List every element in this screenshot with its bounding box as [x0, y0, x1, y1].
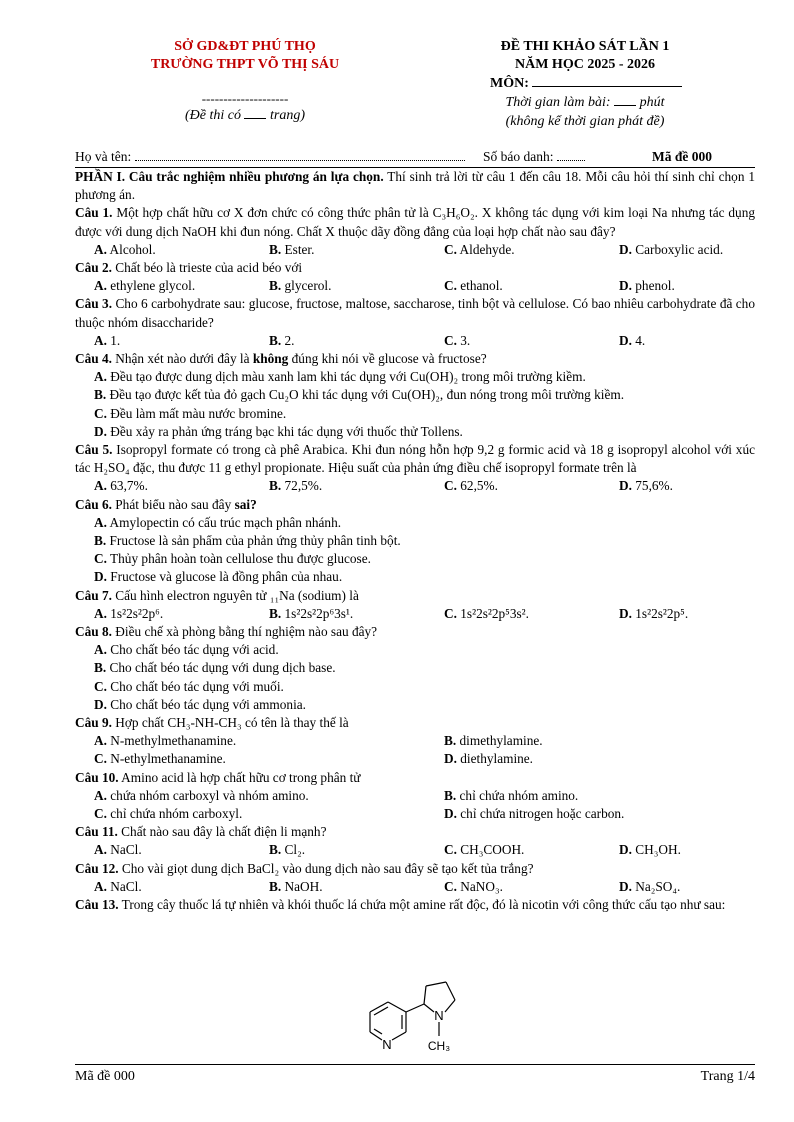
q5-option-a[interactable]: A. 63,7%. [94, 478, 148, 494]
question-1: Câu 1. Một hợp chất hữu cơ X đơn chức có công thức phân tử là C₃H₆O₂. X không tác dụng với kim loại Na nhưng tác dụng được với dung dịch NaOH khi đun nóng. Chất X thuộc dãy đồng đẳng của loại hợp chất nào sau đây? [75, 205, 755, 239]
q11-option-d[interactable]: D. CH₃OH. [619, 842, 681, 858]
q10-option-d[interactable]: D. chỉ chứa nitrogen hoặc carbon. [444, 805, 625, 821]
question-5: Câu 5. Isopropyl formate có trong cà phê Arabica. Khi đun nóng hỗn hợp 9,2 g formic acid và 18 g isopropyl alcohol với xúc tác H₂SO₄ đặc, thu được 11 g ethyl propionate. Hiệu suất của phản ứng điều chế isopropyl formate trên là [75, 442, 755, 476]
q1-option-a[interactable]: A. Alcohol. [94, 241, 156, 257]
q11-option-b[interactable]: B. Cl₂. [269, 842, 306, 858]
q2-option-d[interactable]: D. phenol. [619, 278, 675, 294]
q2-options [75, 277, 755, 295]
question-4: Câu 4. Nhận xét nào dưới đây là không đúng khi nói về glucose và fructose? [75, 350, 487, 366]
page-footer [75, 1064, 755, 1084]
bond [426, 982, 446, 986]
time-note: (không kể thời gian phát đề) [505, 114, 665, 129]
student-info-line [75, 149, 755, 168]
q11-option-a[interactable]: A. NaCl. [94, 842, 142, 858]
q3-options [75, 332, 755, 350]
q11-option-c[interactable]: C. CH₃COOH. [444, 842, 525, 858]
question-12: Câu 12. Cho vài giọt dung dịch BaCl₂ vào dung dịch nào sau đây sẽ tạo kết tủa trắng? [75, 860, 534, 876]
q9-option-c[interactable]: C. N-ethylmethanamine. [94, 751, 226, 767]
bond [406, 1004, 424, 1012]
bond [446, 982, 455, 1000]
q6-option-a[interactable]: A. Amylopectin có cấu trúc mạch phân nhánh. [94, 514, 342, 530]
q1-option-b[interactable]: B. Ester. [269, 241, 315, 257]
q5-option-c[interactable]: C. 62,5%. [444, 478, 498, 494]
header-divider: -------------------- [201, 91, 289, 106]
exam-content [75, 168, 755, 914]
school-name: TRƯỜNG THPT VÕ THỊ SÁU [150, 57, 340, 72]
q4-option-d[interactable]: D. Đều xảy ra phản ứng tráng bạc khi tác dụng với thuốc thử Tollens. [94, 423, 463, 439]
pyridine-n-label: N [382, 1037, 392, 1052]
q2-option-a[interactable]: A. ethylene glycol. [94, 278, 196, 294]
time-line: Thời gian làm bài: phút [505, 95, 665, 110]
q2-option-b[interactable]: B. glycerol. [269, 278, 332, 294]
pages-note: (Đề thi có trang) [185, 108, 305, 123]
q7-option-c[interactable]: C. 1s²2s²2p⁵3s². [444, 605, 529, 621]
bond [370, 1002, 388, 1012]
q4-option-c[interactable]: C. Đều làm mất màu nước bromine. [94, 405, 287, 421]
question-3: Câu 3. Cho 6 carbohydrate sau: glucose, fructose, maltose, saccharose, tinh bột và cellulose. Có bao nhiêu carbohydrate đã cho thuộc nhóm disaccharide? [75, 296, 755, 330]
name-blank[interactable] [135, 149, 465, 161]
q5-option-d[interactable]: D. 75,6%. [619, 478, 673, 494]
q5-options [75, 477, 755, 495]
id-field: Số báo danh: [483, 149, 585, 165]
bond [424, 1004, 434, 1012]
bond [388, 1002, 406, 1012]
bond [424, 986, 426, 1004]
q9-options-row2 [75, 750, 755, 768]
question-11: Câu 11. Chất nào sau đây là chất điện li mạnh? [75, 824, 327, 840]
subject-line: MÔN: [440, 74, 730, 93]
question-7: Câu 7. Cấu hình electron nguyên tử ₁₁Na (sodium) là [75, 587, 359, 603]
header-right [440, 38, 730, 131]
question-10: Câu 10. Amino acid là hợp chất hữu cơ trong phân tử [75, 769, 361, 785]
nicotine-structure [358, 978, 468, 1060]
q9-option-a[interactable]: A. N-methylmethanamine. [94, 733, 237, 749]
q8-option-c[interactable]: C. Cho chất béo tác dụng với muối. [94, 678, 284, 694]
exam-title: ĐỀ THI KHẢO SÁT LẦN 1 [500, 39, 670, 54]
header-left [75, 38, 415, 125]
q9-options-row1 [75, 732, 755, 750]
q4-option-a[interactable]: A. Đều tạo được dung dịch màu xanh lam khi tác dụng với Cu(OH)₂ trong môi trường kiềm. [94, 369, 586, 385]
q1-option-c[interactable]: C. Aldehyde. [444, 241, 515, 257]
double-bond [374, 1029, 382, 1034]
question-9: Câu 9. Hợp chất CH₃-NH-CH₃ có tên là thay thế là [75, 715, 349, 731]
q4-option-b[interactable]: B. Đều tạo được kết tủa đỏ gạch Cu₂O khi tác dụng với Cu(OH)₂, đun nóng trong môi trường kiềm. [94, 387, 625, 403]
q7-option-b[interactable]: B. 1s²2s²2p⁶3s¹. [269, 605, 354, 621]
question-6: Câu 6. Phát biểu nào sau đây sai? [75, 496, 257, 512]
q8-option-b[interactable]: B. Cho chất béo tác dụng với dung dịch base. [94, 660, 336, 676]
q8-option-a[interactable]: A. Cho chất béo tác dụng với acid. [94, 642, 279, 658]
q2-option-c[interactable]: C. ethanol. [444, 278, 503, 294]
page-number: Trang 1/4 [700, 1069, 755, 1084]
methyl-label: CH₃ [427, 1039, 451, 1053]
section-heading: PHẦN I. Câu trắc nghiệm nhiều phương án lựa chọn. Thí sinh trả lời từ câu 1 đến câu 18. Mỗi câu hỏi thí sinh chỉ chọn 1 phương án. [75, 169, 755, 203]
q8-option-d[interactable]: D. Cho chất béo tác dụng với ammonia. [94, 696, 306, 712]
question-13: Câu 13. Trong cây thuốc lá tự nhiên và khói thuốc lá chứa một amine rất độc, đó là nicotin với công thức cấu tạo như sau: [75, 896, 726, 912]
q9-option-d[interactable]: D. diethylamine. [444, 751, 534, 767]
q7-option-d[interactable]: D. 1s²2s²2p⁵. [619, 605, 689, 621]
q12-options [75, 878, 755, 896]
school-year: NĂM HỌC 2025 - 2026 [515, 57, 655, 72]
q5-option-b[interactable]: B. 72,5%. [269, 478, 323, 494]
q1-option-d[interactable]: D. Carboxylic acid. [619, 241, 724, 257]
q9-option-b[interactable]: B. dimethylamine. [444, 733, 543, 749]
id-blank[interactable] [557, 149, 585, 161]
footer-code: Mã đề 000 [75, 1069, 135, 1084]
q10-option-a[interactable]: A. chứa nhóm carboxyl và nhóm amino. [94, 787, 309, 803]
question-2: Câu 2. Chất béo là trieste của acid béo với [75, 260, 303, 275]
dept-name: SỞ GD&ĐT PHÚ THỌ [174, 39, 316, 54]
q12-option-d[interactable]: D. Na₂SO₄. [619, 878, 681, 894]
q12-option-a[interactable]: A. NaCl. [94, 878, 142, 894]
q1-options [75, 241, 755, 259]
q10-options-row1 [75, 787, 755, 805]
q6-option-c[interactable]: C. Thủy phân hoàn toàn cellulose thu được glucose. [94, 551, 371, 567]
q3-option-d[interactable]: D. 4. [619, 332, 646, 348]
q10-option-b[interactable]: B. chỉ chứa nhóm amino. [444, 787, 579, 803]
bond [445, 1000, 455, 1012]
question-8: Câu 8. Điều chế xà phòng bằng thí nghiệm nào sau đây? [75, 624, 378, 639]
q12-option-b[interactable]: B. NaOH. [269, 878, 323, 894]
q3-option-b[interactable]: B. 2. [269, 332, 295, 348]
q10-option-c[interactable]: C. chỉ chứa nhóm carboxyl. [94, 805, 243, 821]
q12-option-c[interactable]: C. NaNO₃. [444, 878, 503, 894]
name-label: Họ và tên: [75, 149, 132, 164]
q10-options-row2 [75, 805, 755, 823]
q7-options [75, 605, 755, 623]
exam-code: Mã đề 000 [652, 149, 712, 164]
bond [392, 1032, 406, 1040]
q7-option-a[interactable]: A. 1s²2s²2p⁶. [94, 605, 164, 621]
q6-option-d[interactable]: D. Fructose và glucose là đồng phân của nhau. [94, 569, 343, 585]
q3-option-c[interactable]: C. 3. [444, 332, 471, 348]
q3-option-a[interactable]: A. 1. [94, 332, 121, 348]
q11-options [75, 841, 755, 859]
q6-option-b[interactable]: B. Fructose là sản phẩm của phản ứng thủy phân tinh bột. [94, 533, 401, 548]
pyrrolidine-n-label: N [434, 1008, 444, 1023]
